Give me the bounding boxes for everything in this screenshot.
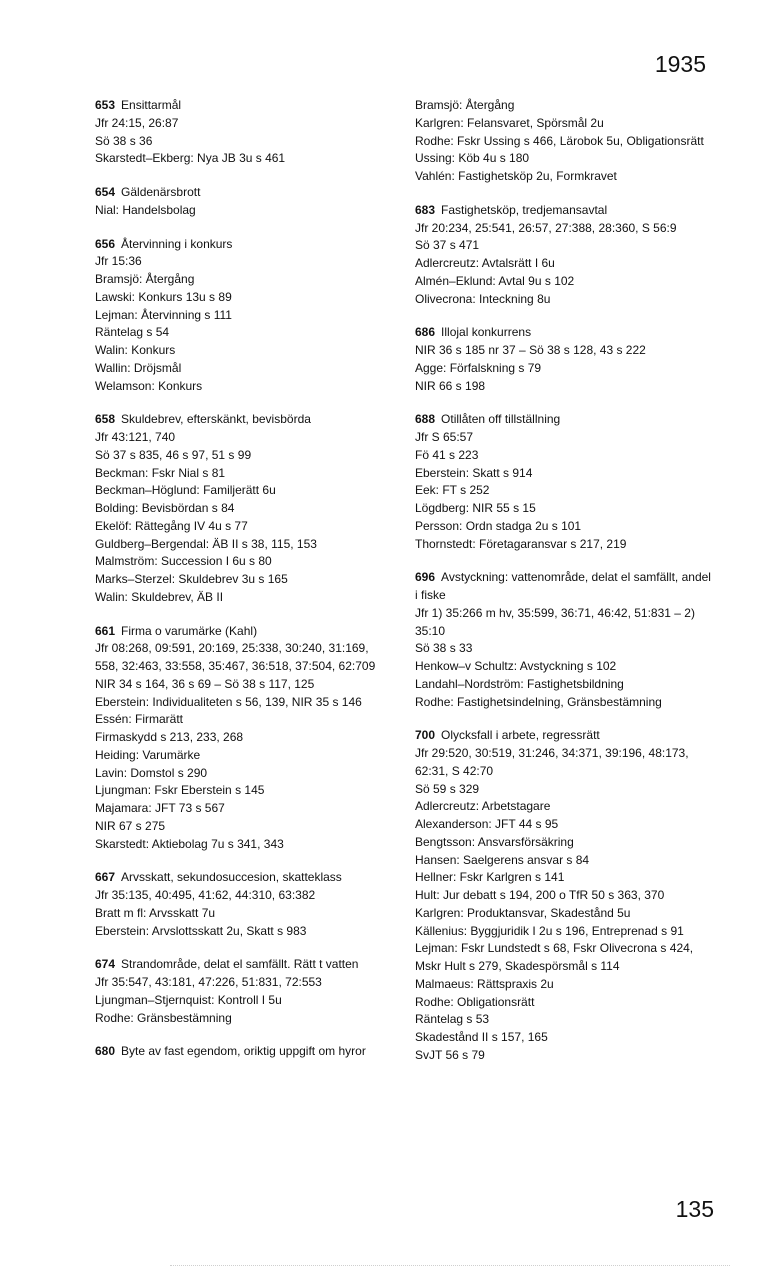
reference-line: Jfr 43:121, 740 <box>95 430 176 444</box>
entry-heading <box>415 324 715 342</box>
index-entry <box>95 411 395 606</box>
reference-line: Ekelöf: Rättegång IV 4u s 77 <box>95 518 248 533</box>
entry-title: Avstyckning: vattenområde, delat el samfällt, andel i fiske <box>415 570 711 602</box>
reference-line: Sö 38 s 33 <box>415 641 473 656</box>
reference-line: Jfr 08:268, 09:591, 20:169, 25:338, 30:240, 31:169, 558, 32:463, 33:558, 35:467, 36:518, 37:504, 62:709 <box>95 641 376 673</box>
reference-line: Lawski: Konkurs 13u s 89 <box>95 289 232 304</box>
reference-line: Källenius: Byggjuridik I 2u s 196, Entreprenad s 91 <box>415 923 684 938</box>
index-entry <box>95 236 395 396</box>
reference-line: Ussing: Köb 4u s 180 <box>415 151 530 166</box>
reference-line: Ljungman: Fskr Eberstein s 145 <box>95 783 265 798</box>
entry-title: Fastighetsköp, tredjemansavtal <box>441 202 608 217</box>
entry-number: 683 <box>415 202 436 217</box>
entry-number: 658 <box>95 412 116 427</box>
reference-line: Heiding: Varumärke <box>95 747 201 762</box>
reference-line: Jfr 35:135, 40:495, 41:62, 44:310, 63:382 <box>95 888 316 902</box>
left-column <box>95 97 395 1077</box>
entry-heading <box>95 184 395 202</box>
entry-heading <box>415 727 715 745</box>
entry-number: 688 <box>415 412 436 427</box>
entry-number: 667 <box>95 870 116 885</box>
entry-title: Otillåten off tillställning <box>441 412 561 427</box>
reference-line: Jfr 20:234, 25:541, 26:57, 27:388, 28:360, S 56:9 <box>415 220 677 235</box>
reference-line: Eberstein: Arvslottsskatt 2u, Skatt s 983 <box>95 923 307 938</box>
reference-line: Essén: Firmarätt <box>95 712 184 727</box>
reference-line: NIR 67 s 275 <box>95 818 166 833</box>
reference-line: Eberstein: Individualiteten s 56, 139, NIR 35 s 146 <box>95 694 362 709</box>
reference-line: Hansen: Saelgerens ansvar s 84 <box>415 852 590 867</box>
entry-number: 654 <box>95 185 116 199</box>
entry-title: Byte av fast egendom, oriktig uppgift om hyror <box>121 1044 366 1059</box>
reference-line: Lavin: Domstol s 290 <box>95 765 208 780</box>
reference-line: Räntelag s 54 <box>95 325 170 340</box>
entry-number: 686 <box>415 325 436 340</box>
index-entry <box>95 1043 395 1061</box>
reference-line: Beckman–Höglund: Familjerätt 6u <box>95 483 276 498</box>
reference-line: Lejman: Fskr Lundstedt s 68, Fskr Olivecrona s 424, Mskr Hult s 279, Skadespörsmål s 114 <box>415 941 694 973</box>
reference-line: Eek: FT s 252 <box>415 483 490 498</box>
reference-line: Olivecrona: Inteckning 8u <box>415 291 551 306</box>
entry-heading <box>95 869 395 887</box>
index-entry <box>415 411 715 553</box>
reference-line: Hult: Jur debatt s 194, 200 o TfR 50 s 363, 370 <box>415 888 665 902</box>
reference-line: Sö 38 s 36 <box>95 133 153 148</box>
entry-title: Strandområde, delat el samfällt. Rätt t vatten <box>121 957 359 972</box>
reference-line: Walin: Konkurs <box>95 343 176 357</box>
entry-number: 696 <box>415 570 436 585</box>
reference-line: Firmaskydd s 213, 233, 268 <box>95 730 244 744</box>
index-entry <box>95 869 395 940</box>
reference-line: Sö 59 s 329 <box>415 781 480 796</box>
reference-line: Rodhe: Fskr Ussing s 466, Lärobok 5u, Obligationsrätt <box>415 133 704 148</box>
entry-number: 656 <box>95 236 116 251</box>
reference-line: Majamara: JFT 73 s 567 <box>95 801 225 815</box>
reference-line: Sö 37 s 835, 46 s 97, 51 s 99 <box>95 447 252 462</box>
reference-line: Nial: Handelsbolag <box>95 202 196 217</box>
right-column <box>415 97 715 1081</box>
page-year: 1935 <box>654 51 706 77</box>
entry-number: 661 <box>95 623 116 638</box>
index-entry <box>415 324 715 395</box>
reference-line: Vahlén: Fastighetsköp 2u, Formkravet <box>415 169 617 183</box>
entry-number: 680 <box>95 1044 116 1059</box>
index-entry <box>415 202 715 309</box>
entry-heading <box>95 236 395 254</box>
reference-line: NIR 66 s 198 <box>415 378 486 393</box>
entry-heading <box>95 956 395 974</box>
reference-line: Wallin: Dröjsmål <box>95 360 182 375</box>
index-entry <box>415 727 715 1064</box>
entry-heading <box>95 1043 395 1061</box>
reference-line: Lögdberg: NIR 55 s 15 <box>415 501 536 515</box>
reference-line: Beckman: Fskr Nial s 81 <box>95 465 226 480</box>
reference-line: Landahl–Nordström: Fastighetsbildning <box>415 676 624 691</box>
reference-line: Agge: Förfalskning s 79 <box>415 360 542 375</box>
reference-line: Skarstedt: Aktiebolag 7u s 341, 343 <box>95 836 284 851</box>
reference-line: NIR 34 s 164, 36 s 69 – Sö 38 s 117, 125 <box>95 676 315 691</box>
reference-line: Jfr 29:520, 30:519, 31:246, 34:371, 39:196, 48:173, 62:31, S 42:70 <box>415 746 689 778</box>
entry-title: Skuldebrev, efterskänkt, bevisbörda <box>121 412 311 427</box>
reference-line: Fö 41 s 223 <box>415 447 479 462</box>
entry-number: 700 <box>415 728 436 743</box>
reference-line: Adlercreutz: Avtalsrätt I 6u <box>415 256 555 270</box>
reference-line: Walin: Skuldebrev, ÄB II <box>95 589 224 604</box>
reference-line: Sö 37 s 471 <box>415 238 480 253</box>
reference-line: Adlercreutz: Arbetstagare <box>415 799 551 814</box>
index-entry <box>95 956 395 1027</box>
reference-line: Rodhe: Obligationsrätt <box>415 994 535 1009</box>
reference-line: Rodhe: Gränsbestämning <box>95 1010 232 1025</box>
index-entry <box>95 623 395 854</box>
reference-line: Alexanderson: JFT 44 s 95 <box>415 817 559 831</box>
reference-line: Skarstedt–Ekberg: Nya JB 3u s 461 <box>95 151 286 166</box>
reference-line: Ljungman–Stjernquist: Kontroll I 5u <box>95 992 282 1007</box>
reference-line: Skadestånd II s 157, 165 <box>415 1030 548 1044</box>
reference-line: Almén–Eklund: Avtal 9u s 102 <box>415 273 575 288</box>
entry-title: Illojal konkurrens <box>441 325 532 340</box>
reference-line: Persson: Ordn stadga 2u s 101 <box>415 518 582 533</box>
reference-line: Guldberg–Bergendal: ÄB II s 38, 115, 153 <box>95 536 317 551</box>
index-entry <box>415 97 715 186</box>
reference-line: SvJT 56 s 79 <box>415 1047 485 1062</box>
entry-title: Arvsskatt, sekundosuccesion, skatteklass <box>121 870 342 885</box>
reference-line: Bramsjö: Återgång <box>415 98 515 112</box>
bottom-rule <box>170 1265 730 1266</box>
entry-heading <box>95 97 395 115</box>
entry-number: 653 <box>95 98 116 112</box>
reference-line: Marks–Sterzel: Skuldebrev 3u s 165 <box>95 572 288 586</box>
reference-line: Malmaeus: Rättspraxis 2u <box>415 976 554 991</box>
reference-line: Jfr 35:547, 43:181, 47:226, 51:831, 72:553 <box>95 975 322 989</box>
index-entry <box>415 569 715 711</box>
entry-heading <box>415 411 715 429</box>
entry-heading <box>95 623 395 641</box>
reference-line: Eberstein: Skatt s 914 <box>415 465 533 480</box>
reference-line: Karlgren: Produktansvar, Skadestånd 5u <box>415 905 631 920</box>
reference-line: Bratt m fl: Arvsskatt 7u <box>95 905 216 920</box>
entry-title: Firma o varumärke (Kahl) <box>121 623 258 638</box>
entry-title: Olycksfall i arbete, regressrätt <box>441 728 600 743</box>
reference-line: Malmström: Succession I 6u s 80 <box>95 554 272 569</box>
entry-title: Ensittarmål <box>121 98 182 112</box>
entry-title: Återvinning i konkurs <box>121 236 233 251</box>
reference-line: Bengtsson: Ansvarsförsäkring <box>415 834 574 849</box>
reference-line: Bramsjö: Återgång <box>95 272 195 286</box>
entry-number: 674 <box>95 957 116 972</box>
reference-line: Karlgren: Felansvaret, Spörsmål 2u <box>415 115 604 130</box>
entry-title: Gäldenärsbrott <box>121 185 201 199</box>
reference-line: Henkow–v Schultz: Avstyckning s 102 <box>415 659 617 673</box>
reference-line: Lejman: Återvinning s 111 <box>95 307 232 322</box>
reference-line: NIR 36 s 185 nr 37 – Sö 38 s 128, 43 s 222 <box>415 343 646 357</box>
entry-heading <box>415 569 715 605</box>
entry-heading <box>95 411 395 429</box>
reference-line: Jfr 15:36 <box>95 254 142 269</box>
reference-line: Räntelag s 53 <box>415 1012 490 1027</box>
index-entry <box>95 97 395 168</box>
reference-line: Thornstedt: Företagaransvar s 217, 219 <box>415 536 627 551</box>
reference-line: Welamson: Konkurs <box>95 378 203 393</box>
page-number: 135 <box>675 1196 714 1222</box>
reference-line: Jfr 24:15, 26:87 <box>95 115 179 130</box>
entry-heading <box>415 202 715 220</box>
reference-line: Bolding: Bevisbördan s 84 <box>95 501 235 515</box>
reference-line: Rodhe: Fastighetsindelning, Gränsbestämning <box>415 694 662 709</box>
index-entry <box>95 184 395 220</box>
reference-line: Jfr S 65:57 <box>415 430 474 444</box>
reference-line: Hellner: Fskr Karlgren s 141 <box>415 870 565 885</box>
reference-line: Jfr 1) 35:266 m hv, 35:599, 36:71, 46:42, 51:831 – 2) 35:10 <box>415 605 695 638</box>
